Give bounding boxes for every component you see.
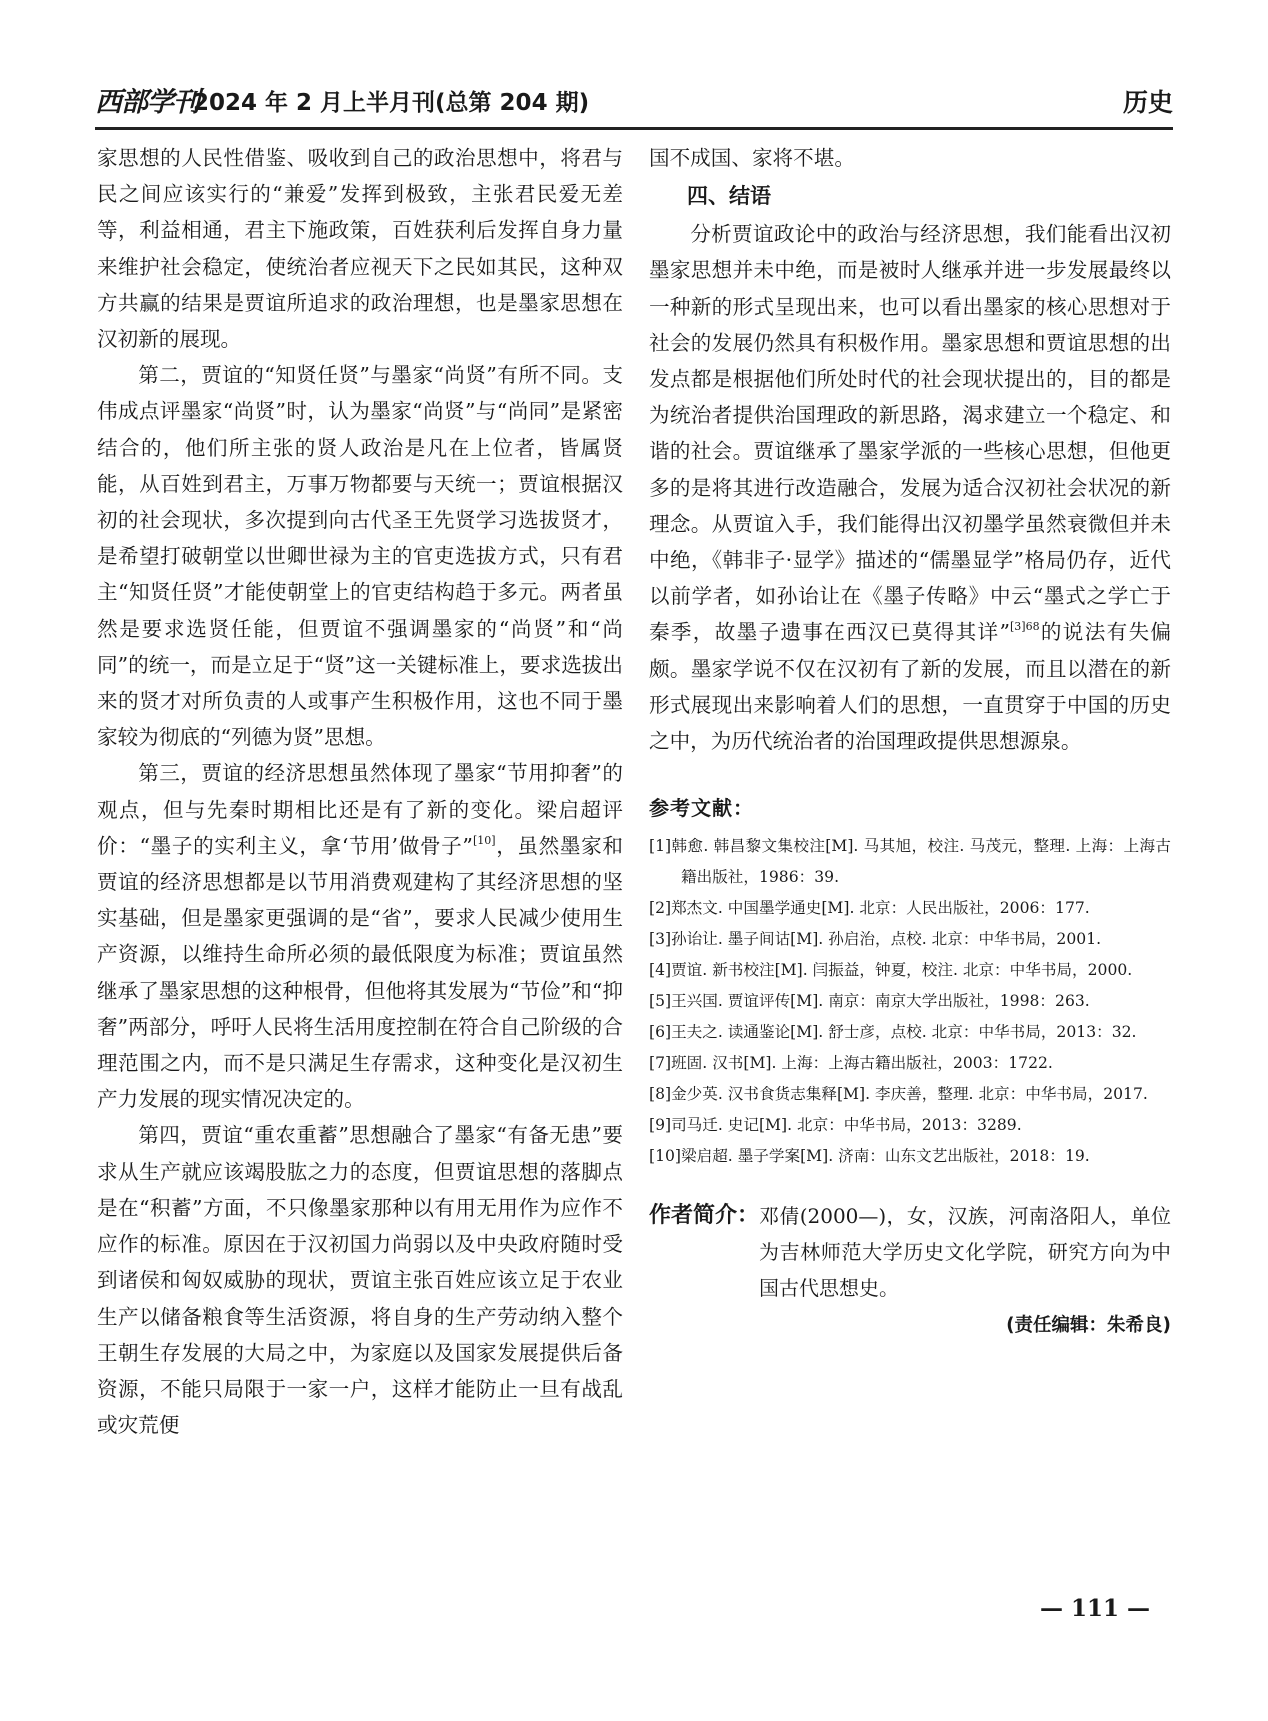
right-column — [649, 140, 1171, 1342]
reference-item: [10]梁启超. 墨子学案[M]. 济南：山东文艺出版社，2018：19. — [649, 1147, 1090, 1166]
paragraph-text: 第三，贾谊的经济思想虽然体现了墨家“节用抑奢”的观点，但与先秦时期相比还是有了新的变化。梁启超评价：“墨子的实利主义，拿‘节用’做骨子” — [97, 761, 623, 858]
paragraph-text: 的说法有失偏颇。墨家学说不仅在汉初有了新的发展，而且以潜在的新形式展现出来影响着人们的思想，一直贯穿于中国的历史之中，为历代统治者的治国理政提供思想源泉。 — [649, 620, 1171, 754]
paragraph — [97, 755, 623, 1117]
paragraph-text: ，虽然墨家和贾谊的经济思想都是以节用消费观建构了其经济思想的坚实基础，但是墨家更强调的是“省”，要求人民减少使用生产资源，以维持生命所必须的最低限度为标准；贾谊虽然继承了墨家思想的这种根骨，但他将其发展为“节俭”和“抑奢”两部分，呼吁人民将生活用度控制在符合自己阶级的合理范围之内，而不是只满足生存需求，这种变化是汉初生产力发展的现实情况决定的。 — [97, 833, 623, 1112]
section-label: 历史 — [1122, 88, 1173, 117]
reference-item: [2]郑杰文. 中国墨学通史[M]. 北京：人民出版社，2006：177. — [649, 899, 1090, 918]
issue-info: 2024 年 2 月上半月刊(总第 204 期) — [193, 90, 590, 116]
page-number: — 111 — — [1039, 1595, 1150, 1622]
reference-item: [4]贾谊. 新书校注[M]. 闫振益，钟夏，校注. 北京：中华书局，2000. — [649, 961, 1133, 980]
paragraph: 第四，贾谊“重农重蓄”思想融合了墨家“有备无患”要求从生产就应该竭股肱之力的态度，但贾谊思想的落脚点是在“积蓄”方面，不只像墨家那种以有用无用作为应作不应作的标准。原因在于汉初国力尚弱以及中央政府随时受到诸侯和匈奴威胁的现状，贾谊主张百姓应该立足于农业生产以储备粮食等生活资源，将自身的生产劳动纳入整个王朝生存发展的大局之中，为家庭以及国家发展提供后备资源，不能只局限于一家一户，这样才能防止一旦有战乱或灾荒便 — [97, 1123, 623, 1438]
reference-item: [3]孙诒让. 墨子间诂[M]. 孙启治，点校. 北京：中华书局，2001. — [649, 930, 1102, 949]
citation-superscript: [3]68 — [1009, 620, 1040, 634]
author-bio — [649, 1198, 1171, 1306]
running-header — [95, 86, 1173, 122]
responsible-editor: (责任编辑：朱希良) — [1006, 1315, 1171, 1337]
author-bio-label: 作者简介： — [649, 1203, 760, 1229]
section-heading: 四、结语 — [687, 184, 771, 209]
author-bio-text: 邓倩(2000—)，女，汉族，河南洛阳人，单位为吉林师范大学历史文化学院，研究方向为中国古代思想史。 — [759, 1204, 1171, 1301]
header-rule — [95, 127, 1173, 130]
paragraph-text: 分析贾谊政论中的政治与经济思想，我们能看出汉初墨家思想并未中绝，而是被时人继承并进一步发展最终以一种新的形式呈现出来，也可以看出墨家的核心思想对于社会的发展仍然具有积极作用。墨家思想和贾谊思想的出发点都是根据他们所处时代的社会现状提出的，目的都是为统治者提供治国理政的新思路，渴求建立一个稳定、和谐的社会。贾谊继承了墨家学派的一些核心思想，但他更多的是将其进行改造融合，发展为适合汉初社会状况的新理念。从贾谊入手，我们能得出汉初墨学虽然衰微但并未中绝，《韩非子·显学》描述的“儒墨显学”格局仍存，近代以前学者，如孙诒让在《墨子传略》中云“墨式之学亡于秦季，故墨子遗事在西汉已莫得其详” — [649, 222, 1171, 645]
reference-list — [649, 831, 1171, 1172]
citation-superscript: [10] — [472, 833, 496, 847]
reference-item: [7]班固. 汉书[M]. 上海：上海古籍出版社，2003：1722. — [649, 1054, 1053, 1073]
paragraph — [649, 216, 1171, 759]
reference-item: [5]王兴国. 贾谊评传[M]. 南京：南京大学出版社，1998：263. — [649, 992, 1090, 1011]
paragraph: 家思想的人民性借鉴、吸收到自己的政治思想中，将君与民之间应该实行的“兼爱”发挥到极致，主张君民爱无差等，利益相通，君主下施政策，百姓获利后发挥自身力量来维护社会稳定，使统治者应视天下之民如其民，这种双方共赢的结果是贾谊所追求的政治理想，也是墨家思想在汉初新的展现。 — [97, 146, 623, 352]
paragraph: 国不成国、家将不堪。 — [649, 146, 855, 170]
reference-item: [6]王夫之. 读通鉴论[M]. 舒士彦，点校. 北京：中华书局，2013：32. — [649, 1023, 1137, 1042]
left-column — [97, 140, 623, 1443]
reference-item: [1]韩愈. 韩昌黎文集校注[M]. 马其旭，校注. 马茂元，整理. 上海：上海古籍出版社，1986：39. — [649, 837, 1171, 887]
reference-item: [9]司马迁. 史记[M]. 北京：中华书局，2013：3289. — [649, 1116, 1022, 1135]
reference-item: [8]金少英. 汉书食货志集释[M]. 李庆善，整理. 北京：中华书局，2017. — [649, 1085, 1148, 1104]
references-title: 参考文献： — [649, 796, 754, 821]
journal-logo: 西部学刊 — [95, 87, 199, 118]
paragraph: 第二，贾谊的“知贤任贤”与墨家“尚贤”有所不同。支伟成点评墨家“尚贤”时，认为墨家“尚贤”与“尚同”是紧密结合的，他们所主张的贤人政治是凡在上位者，皆属贤能，从百姓到君主，万事万物都要与天统一；贾谊根据汉初的社会现状，多次提到向古代圣王先贤学习选拔贤才，是希望打破朝堂以世卿世禄为主的官吏选拔方式，只有君主“知贤任贤”才能使朝堂上的官吏结构趋于多元。两者虽然是要求选贤任能，但贾谊不强调墨家的“尚贤”和“尚同”的统一，而是立足于“贤”这一关键标准上，要求选拔出来的贤才对所负责的人或事产生积极作用，这也不同于墨家较为彻底的“列德为贤”思想。 — [97, 363, 623, 750]
